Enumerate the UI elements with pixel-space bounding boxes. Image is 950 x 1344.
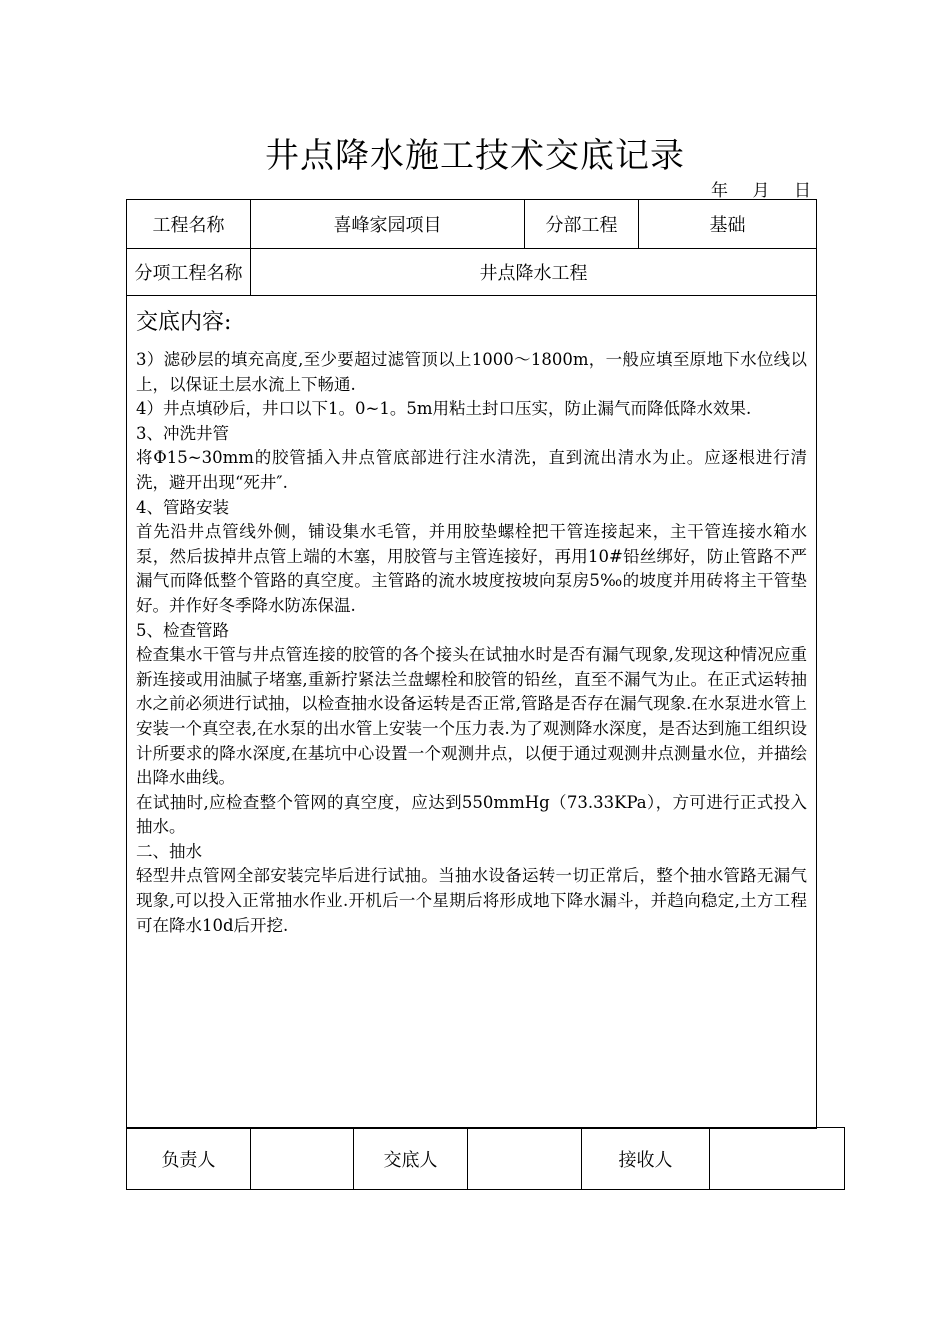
division-value: 基础 xyxy=(639,200,817,249)
receiver-signature-field[interactable] xyxy=(710,1128,845,1190)
content-paragraph: 在试抽时,应检查整个管网的真空度，应达到550mmHg（73.33KPa），方可进行正式投入抽水。 xyxy=(136,792,807,837)
content-paragraph: 轻型井点管网全部安装完毕后进行试抽。当抽水设备运转一切正常后，整个抽水管路无漏气现象,可以投入正常抽水作业.开机后一个星期后将形成地下降水漏斗，并趋向稳定,土方工程可在降水10d后开挖. xyxy=(136,866,807,935)
document-title: 井点降水施工技术交底记录 xyxy=(265,136,685,176)
content-paragraph: 3）滤砂层的填充高度,至少要超过滤管顶以上1000～1800m，一般应填至原地下水位线以上，以保证土层水流上下畅通. xyxy=(136,350,807,394)
project-name-label: 工程名称 xyxy=(127,200,251,249)
presenter-label: 交底人 xyxy=(354,1128,468,1190)
signature-row xyxy=(127,1128,845,1190)
content-body xyxy=(127,296,816,1118)
content-paragraph: 5、检查管路 xyxy=(136,620,229,640)
date-month: 月 xyxy=(752,181,770,201)
content-paragraph: 检查集水干管与井点管连接的胶管的各个接头在试抽水时是否有漏气现象,发现这种情况应重新连接或用油腻子堵塞,重新拧紧法兰盘螺栓和胶管的铅丝，直至不漏气为止。在正式运转抽水之前必须进行试抽，以检查抽水设备运转是否正常,管路是否存在漏气现象.在水泵进水管上安装一个真空表,在水泵的出水管上安装一个压力表.为了观测降水深度，是否达到施工组织设计所要求的降水深度,在基坑中心设置一个观测井点，以便于通过观测井点测量水位，并描绘出降水曲线。 xyxy=(136,645,807,788)
signature-table xyxy=(126,1127,845,1190)
date-day: 日 xyxy=(794,181,811,201)
responsible-signature-field[interactable] xyxy=(251,1128,354,1190)
date-line xyxy=(711,176,811,201)
subitem-name-value: 井点降水工程 xyxy=(251,249,817,296)
receiver-label: 接收人 xyxy=(582,1128,710,1190)
responsible-label: 负责人 xyxy=(127,1128,251,1190)
date-year: 年 xyxy=(711,181,728,201)
project-row xyxy=(127,200,817,249)
content-heading: 交底内容: xyxy=(136,310,232,335)
subitem-row xyxy=(127,249,817,296)
content-row xyxy=(127,296,817,1129)
content-paragraph: 3、冲洗井管 xyxy=(136,423,229,443)
subitem-name-label: 分项工程名称 xyxy=(127,249,251,296)
presenter-signature-field[interactable] xyxy=(468,1128,582,1190)
content-cell xyxy=(127,296,817,1129)
content-paragraph: 二、抽水 xyxy=(136,841,202,861)
content-paragraph: 首先沿井点管线外侧，铺设集水毛管，并用胶垫螺栓把干管连接起来，主干管连接水箱水泵，然后拔掉井点管上端的木塞，用胶管与主管连接好，再用10#铅丝绑好，防止管路不严漏气而降低整个管路的真空度。主管路的流水坡度按坡向泵房5‰的坡度并用砖将主干管垫好。并作好冬季降水防冻保温. xyxy=(136,522,807,615)
division-label: 分部工程 xyxy=(525,200,639,249)
content-paragraph: 将Φ15~30mm的胶管插入井点管底部进行注水清洗，直到流出清水为止。应逐根进行清洗，避开出现“死井″. xyxy=(136,448,807,492)
project-name-value: 喜峰家园项目 xyxy=(251,200,525,249)
content-paragraph: 4）井点填砂后，井口以下1。0~1。5m用粘土封口压实，防止漏气而降低降水效果. xyxy=(136,399,752,419)
disclosure-form-table xyxy=(126,199,817,1129)
content-paragraph: 4、管路安装 xyxy=(136,497,229,517)
